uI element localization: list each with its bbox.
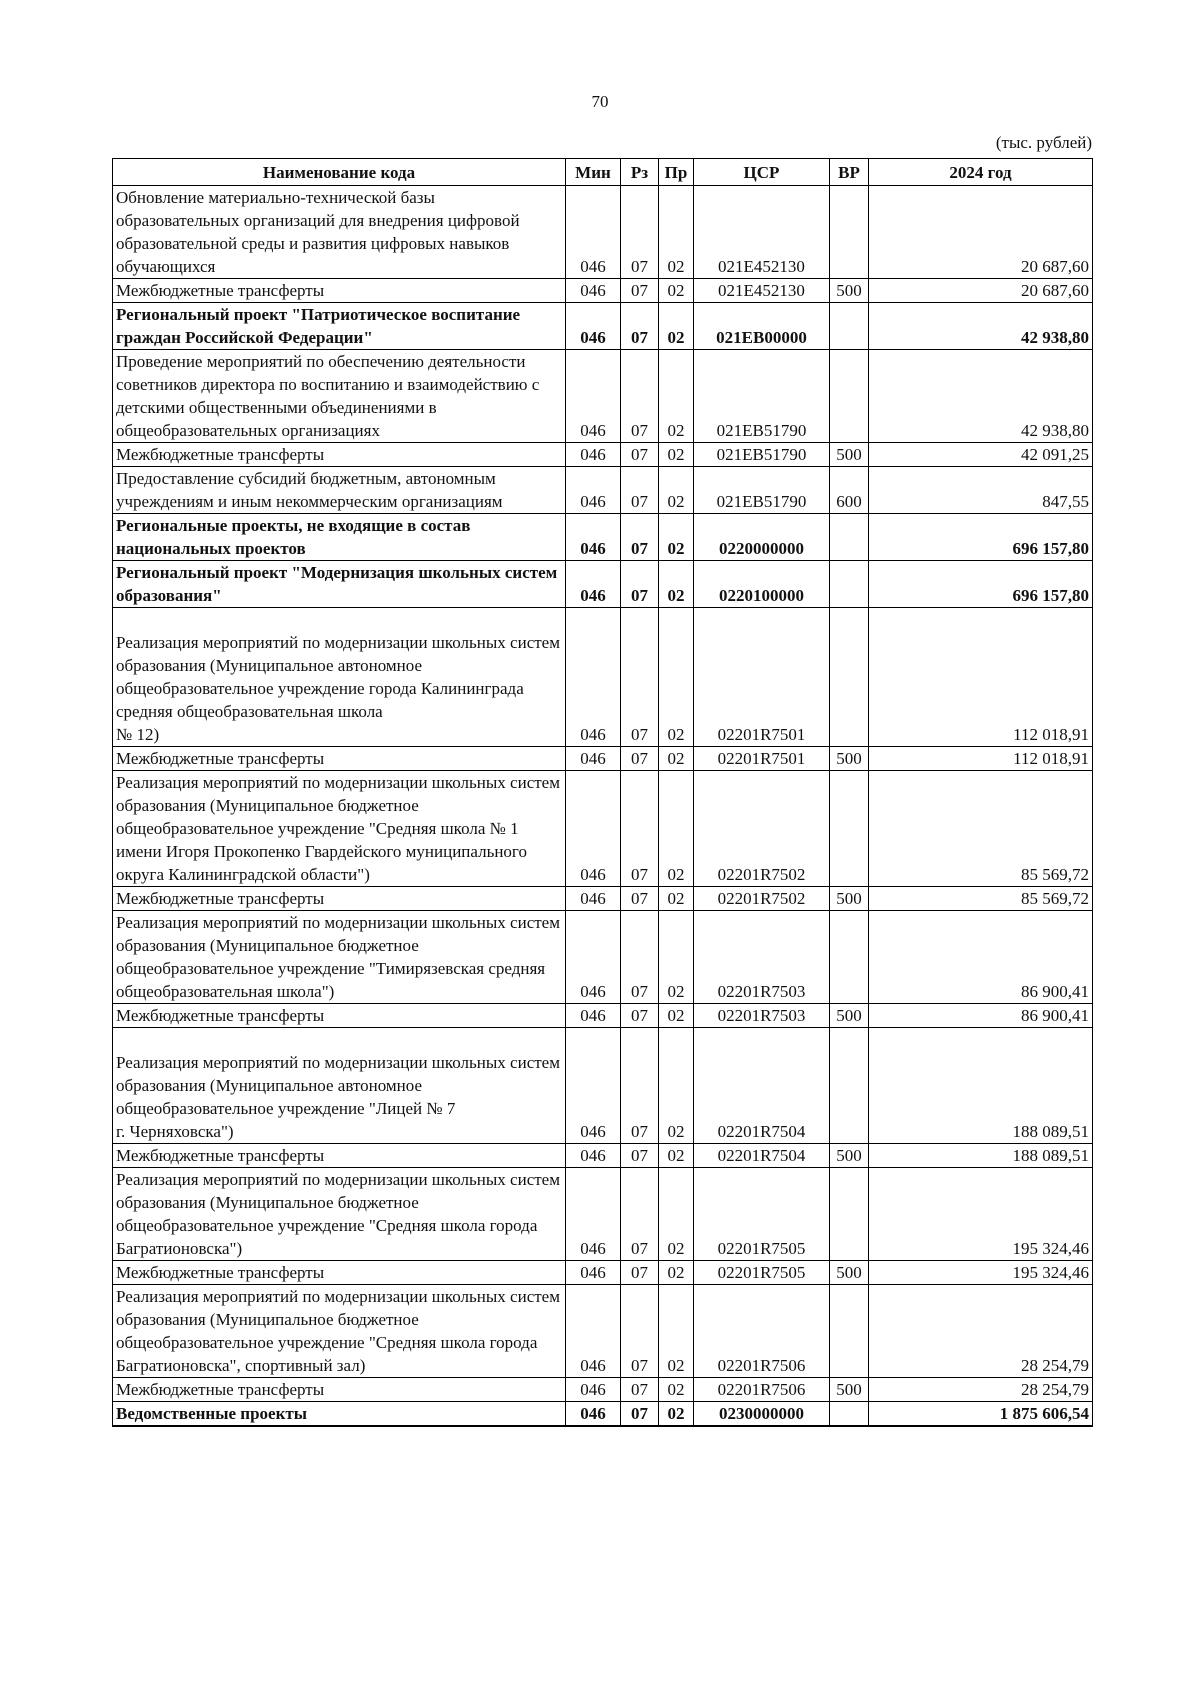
name-cell: Межбюджетные трансферты [113,1261,566,1285]
rz-cell: 07 [621,1144,659,1168]
min-cell: 046 [566,1402,621,1427]
table-row [113,911,1093,1004]
min-cell: 046 [566,1028,621,1144]
rz-cell: 07 [621,1261,659,1285]
table-row [113,771,1093,887]
pr-cell: 02 [659,1028,694,1144]
amount-cell: 42 938,80 [869,303,1093,350]
name-cell: Реализация мероприятий по модернизации школьных систем образования (Муниципальное бюджетное общеобразовательное учреждение "Средняя школа № 1 имени Игоря Прокопенко Гвардейского муниципального округа Калининградской области") [113,771,566,887]
amount-cell: 28 254,79 [869,1378,1093,1402]
name-cell: Реализация мероприятий по модернизации школьных систем образования (Муниципальное бюджетное общеобразовательное учреждение "Средняя школа города Багратионовска") [113,1168,566,1261]
name-cell: Реализация мероприятий по модернизации школьных систем образования (Муниципальное автономное общеобразовательное учреждение "Лицей № 7 г. Черняховска") [113,1028,566,1144]
header-vr: ВР [830,159,869,186]
header-pr: Пр [659,159,694,186]
header-name: Наименование кода [113,159,566,186]
rz-cell: 07 [621,1168,659,1261]
min-cell: 046 [566,443,621,467]
table-row [113,1168,1093,1261]
pr-cell: 02 [659,561,694,608]
pr-cell: 02 [659,1261,694,1285]
rz-cell: 07 [621,747,659,771]
min-cell: 046 [566,887,621,911]
csr-cell: 02201R7502 [694,887,830,911]
min-cell: 046 [566,911,621,1004]
name-cell: Ведомственные проекты [113,1402,566,1427]
pr-cell: 02 [659,1402,694,1427]
budget-table [112,158,1093,1427]
header-year: 2024 год [869,159,1093,186]
rz-cell: 07 [621,1402,659,1427]
name-cell: Межбюджетные трансферты [113,1378,566,1402]
name-cell: Проведение мероприятий по обеспечению деятельности советников директора по воспитанию и взаимодействию с детскими общественными объединениями в общеобразовательных организациях [113,350,566,443]
table-row [113,350,1093,443]
vr-cell: 600 [830,467,869,514]
csr-cell: 0220100000 [694,561,830,608]
amount-cell: 195 324,46 [869,1261,1093,1285]
vr-cell [830,561,869,608]
amount-cell: 696 157,80 [869,561,1093,608]
csr-cell: 0220000000 [694,514,830,561]
table-row [113,1261,1093,1285]
vr-cell [830,1028,869,1144]
vr-cell [830,911,869,1004]
amount-cell: 85 569,72 [869,887,1093,911]
pr-cell: 02 [659,747,694,771]
amount-cell: 20 687,60 [869,186,1093,279]
csr-cell: 02201R7504 [694,1144,830,1168]
pr-cell: 02 [659,608,694,747]
min-cell: 046 [566,1261,621,1285]
table-header-row [113,159,1093,186]
rz-cell: 07 [621,1028,659,1144]
amount-cell: 20 687,60 [869,279,1093,303]
table-row [113,608,1093,747]
rz-cell: 07 [621,1004,659,1028]
rz-cell: 07 [621,887,659,911]
vr-cell: 500 [830,279,869,303]
vr-cell [830,186,869,279]
vr-cell [830,514,869,561]
table-row [113,1144,1093,1168]
name-cell: Реализация мероприятий по модернизации школьных систем образования (Муниципальное бюджетное общеобразовательное учреждение "Тимирязевская средняя общеобразовательная школа") [113,911,566,1004]
min-cell: 046 [566,1168,621,1261]
min-cell: 046 [566,186,621,279]
csr-cell: 021ЕВ51790 [694,467,830,514]
csr-cell: 02201R7501 [694,747,830,771]
csr-cell: 02201R7505 [694,1168,830,1261]
csr-cell: 02201R7503 [694,911,830,1004]
name-cell: Межбюджетные трансферты [113,887,566,911]
rz-cell: 07 [621,911,659,1004]
name-cell: Межбюджетные трансферты [113,1004,566,1028]
pr-cell: 02 [659,887,694,911]
csr-cell: 02201R7501 [694,608,830,747]
min-cell: 046 [566,279,621,303]
amount-cell: 112 018,91 [869,747,1093,771]
pr-cell: 02 [659,279,694,303]
header-rz: Рз [621,159,659,186]
vr-cell [830,1285,869,1378]
rz-cell: 07 [621,1285,659,1378]
table-row [113,467,1093,514]
amount-cell: 86 900,41 [869,1004,1093,1028]
pr-cell: 02 [659,911,694,1004]
csr-cell: 0230000000 [694,1402,830,1427]
rz-cell: 07 [621,1378,659,1402]
rz-cell: 07 [621,303,659,350]
min-cell: 046 [566,561,621,608]
name-cell: Межбюджетные трансферты [113,1144,566,1168]
table-row [113,561,1093,608]
min-cell: 046 [566,1285,621,1378]
table-row [113,1378,1093,1402]
amount-cell: 28 254,79 [869,1285,1093,1378]
min-cell: 046 [566,747,621,771]
csr-cell: 021ЕВ51790 [694,443,830,467]
table-row [113,1004,1093,1028]
csr-cell: 02201R7506 [694,1285,830,1378]
vr-cell: 500 [830,747,869,771]
table-row [113,887,1093,911]
pr-cell: 02 [659,1144,694,1168]
table-row [113,1285,1093,1378]
vr-cell: 500 [830,1004,869,1028]
min-cell: 046 [566,467,621,514]
pr-cell: 02 [659,1378,694,1402]
min-cell: 046 [566,1144,621,1168]
rz-cell: 07 [621,561,659,608]
pr-cell: 02 [659,303,694,350]
name-cell: Межбюджетные трансферты [113,443,566,467]
csr-cell: 021ЕВ51790 [694,350,830,443]
vr-cell: 500 [830,887,869,911]
csr-cell: 021Е452130 [694,186,830,279]
header-csr: ЦСР [694,159,830,186]
rz-cell: 07 [621,279,659,303]
min-cell: 046 [566,771,621,887]
units-note: (тыс. рублей) [995,133,1092,152]
amount-cell: 696 157,80 [869,514,1093,561]
csr-cell: 02201R7502 [694,771,830,887]
pr-cell: 02 [659,186,694,279]
table-row [113,443,1093,467]
vr-cell: 500 [830,443,869,467]
amount-cell: 112 018,91 [869,608,1093,747]
csr-cell: 02201R7506 [694,1378,830,1402]
amount-cell: 42 938,80 [869,350,1093,443]
rz-cell: 07 [621,186,659,279]
csr-cell: 02201R7503 [694,1004,830,1028]
amount-cell: 85 569,72 [869,771,1093,887]
amount-cell: 195 324,46 [869,1168,1093,1261]
amount-cell: 86 900,41 [869,911,1093,1004]
rz-cell: 07 [621,443,659,467]
name-cell: Межбюджетные трансферты [113,747,566,771]
rz-cell: 07 [621,467,659,514]
amount-cell: 42 091,25 [869,443,1093,467]
table-body [113,186,1093,1427]
pr-cell: 02 [659,1004,694,1028]
min-cell: 046 [566,514,621,561]
vr-cell: 500 [830,1378,869,1402]
rz-cell: 07 [621,608,659,747]
vr-cell: 500 [830,1261,869,1285]
table-row [113,747,1093,771]
vr-cell [830,350,869,443]
pr-cell: 02 [659,1285,694,1378]
rz-cell: 07 [621,514,659,561]
table-row [113,303,1093,350]
table-row [113,1402,1093,1427]
csr-cell: 02201R7504 [694,1028,830,1144]
table-row [113,514,1093,561]
table-row [113,186,1093,279]
min-cell: 046 [566,608,621,747]
pr-cell: 02 [659,514,694,561]
min-cell: 046 [566,1004,621,1028]
vr-cell: 500 [830,1144,869,1168]
table-row [113,1028,1093,1144]
amount-cell: 188 089,51 [869,1144,1093,1168]
table-row [113,279,1093,303]
name-cell: Реализация мероприятий по модернизации школьных систем образования (Муниципальное бюджетное общеобразовательное учреждение "Средняя школа города Багратионовска", спортивный зал) [113,1285,566,1378]
csr-cell: 021Е452130 [694,279,830,303]
rz-cell: 07 [621,350,659,443]
name-cell: Обновление материально-технической базы образовательных организаций для внедрения цифровой образовательной среды и развития цифровых навыков обучающихся [113,186,566,279]
vr-cell [830,1402,869,1427]
amount-cell: 847,55 [869,467,1093,514]
name-cell: Региональные проекты, не входящие в состав национальных проектов [113,514,566,561]
vr-cell [830,771,869,887]
name-cell: Межбюджетные трансферты [113,279,566,303]
vr-cell [830,1168,869,1261]
csr-cell: 02201R7505 [694,1261,830,1285]
pr-cell: 02 [659,350,694,443]
name-cell: Предоставление субсидий бюджетным, автономным учреждениям и иным некоммерческим организациям [113,467,566,514]
page-number: 70 [591,92,609,111]
pr-cell: 02 [659,1168,694,1261]
amount-cell: 1 875 606,54 [869,1402,1093,1427]
pr-cell: 02 [659,771,694,887]
name-cell: Региональный проект "Модернизация школьных систем образования" [113,561,566,608]
min-cell: 046 [566,1378,621,1402]
name-cell: Региональный проект "Патриотическое воспитание граждан Российской Федерации" [113,303,566,350]
header-min: Мин [566,159,621,186]
rz-cell: 07 [621,771,659,887]
min-cell: 046 [566,303,621,350]
amount-cell: 188 089,51 [869,1028,1093,1144]
vr-cell [830,303,869,350]
min-cell: 046 [566,350,621,443]
csr-cell: 021ЕВ00000 [694,303,830,350]
pr-cell: 02 [659,467,694,514]
vr-cell [830,608,869,747]
pr-cell: 02 [659,443,694,467]
name-cell: Реализация мероприятий по модернизации школьных систем образования (Муниципальное автономное общеобразовательное учреждение города Калининграда средняя общеобразовательная школа № 12) [113,608,566,747]
